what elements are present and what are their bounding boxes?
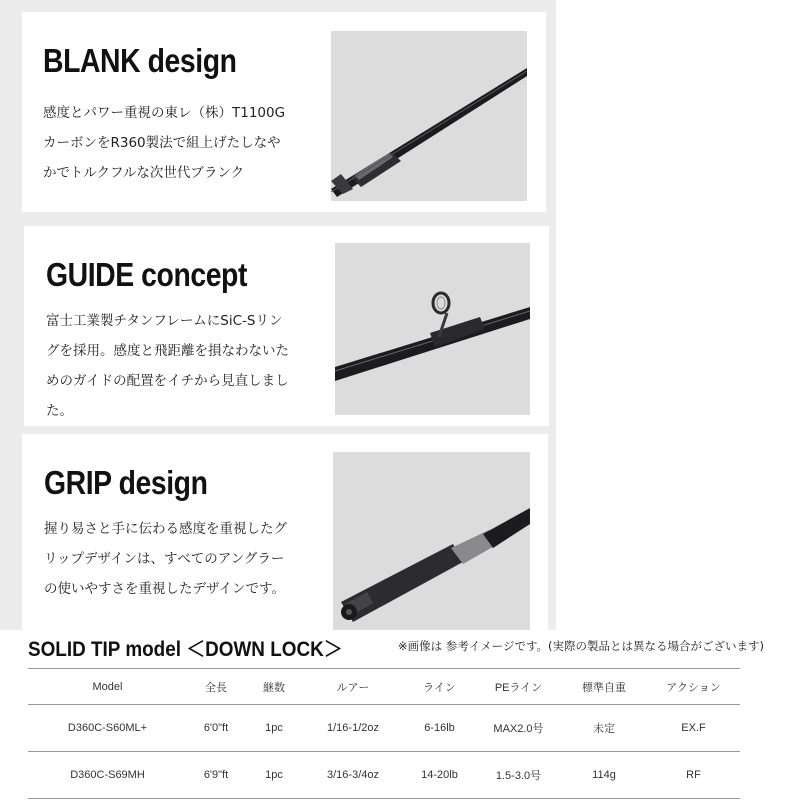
rod-blank-photo bbox=[331, 31, 527, 201]
cell-line: 14-20lb bbox=[421, 769, 458, 781]
description-line: 握り易さと手に伝わる感度を重視したグ bbox=[44, 521, 287, 537]
cell-action: RF bbox=[686, 769, 701, 781]
description-line: リップデザインは、すべてのアングラー bbox=[44, 551, 285, 567]
feature-title: GRIP design bbox=[44, 464, 208, 501]
cell-model: D360C-S69MH bbox=[70, 769, 145, 781]
description-line: 感度とパワー重視の東レ（株）T1100G bbox=[43, 105, 286, 121]
feature-card-blank bbox=[22, 12, 546, 212]
header-action: アクション bbox=[666, 681, 721, 694]
spec-section-title: SOLID TIP model ＜DOWN LOCK＞ bbox=[28, 638, 343, 661]
cell-lure: 3/16-3/4oz bbox=[327, 769, 379, 781]
header-pe-line: PEライン bbox=[494, 681, 543, 694]
spec-table bbox=[28, 668, 740, 799]
table-row bbox=[28, 705, 740, 752]
cell-weight: 未定 bbox=[593, 723, 615, 735]
cell-line: 6-16lb bbox=[424, 722, 455, 734]
description-line: グを採用。感度と飛距離を損なわないた bbox=[46, 343, 289, 359]
description-line: カーボンをR360製法で組上げたしなや bbox=[43, 135, 281, 151]
header-line: ライン bbox=[423, 681, 456, 694]
description-line: の使いやすさを重視したデザインです。 bbox=[44, 581, 285, 597]
rod-guide-illustration bbox=[335, 243, 530, 415]
cell-length: 6'9"ft bbox=[203, 769, 229, 781]
feature-description bbox=[43, 98, 285, 188]
header-pieces: 継数 bbox=[263, 681, 285, 694]
description-line: 富士工業製チタンフレームにSiC-Sリン bbox=[46, 313, 283, 329]
cell-weight: 114g bbox=[592, 769, 616, 781]
feature-card-guide bbox=[24, 226, 549, 426]
rod-blank-illustration bbox=[331, 31, 527, 201]
cell-pe-line: MAX2.0号 bbox=[493, 723, 544, 735]
header-weight: 標準自重 bbox=[582, 681, 626, 694]
image-notice: ※画像は 参考イメージです。(実際の製品とは異なる場合がございます) bbox=[398, 639, 764, 653]
cell-length: 6'0"ft bbox=[203, 722, 229, 734]
feature-description bbox=[46, 306, 289, 426]
feature-title: BLANK design bbox=[43, 42, 237, 79]
cell-model: D360C-S60ML+ bbox=[67, 722, 148, 734]
header-model: Model bbox=[92, 680, 123, 693]
rod-guide-photo bbox=[335, 243, 530, 415]
description-line: めのガイドの配置をイチから見直しまし bbox=[46, 373, 289, 389]
cell-pe-line: 1.5-3.0号 bbox=[495, 770, 542, 782]
header-lure: ルアー bbox=[336, 681, 370, 694]
rod-grip-photo bbox=[333, 452, 530, 630]
cell-pieces: 1pc bbox=[265, 722, 283, 734]
feature-card-grip bbox=[22, 434, 548, 630]
rod-grip-illustration bbox=[333, 452, 530, 630]
feature-title: GUIDE concept bbox=[46, 256, 247, 293]
cell-pieces: 1pc bbox=[265, 769, 283, 781]
spec-header-row bbox=[28, 669, 740, 705]
feature-description bbox=[44, 514, 287, 604]
table-row bbox=[28, 752, 740, 799]
description-line: かでトルクフルな次世代ブランク bbox=[43, 165, 245, 181]
cell-action: EX.F bbox=[681, 722, 706, 734]
header-length: 全長 bbox=[205, 681, 227, 694]
description-line: た。 bbox=[46, 403, 73, 419]
cell-lure: 1/16-1/2oz bbox=[327, 722, 379, 734]
